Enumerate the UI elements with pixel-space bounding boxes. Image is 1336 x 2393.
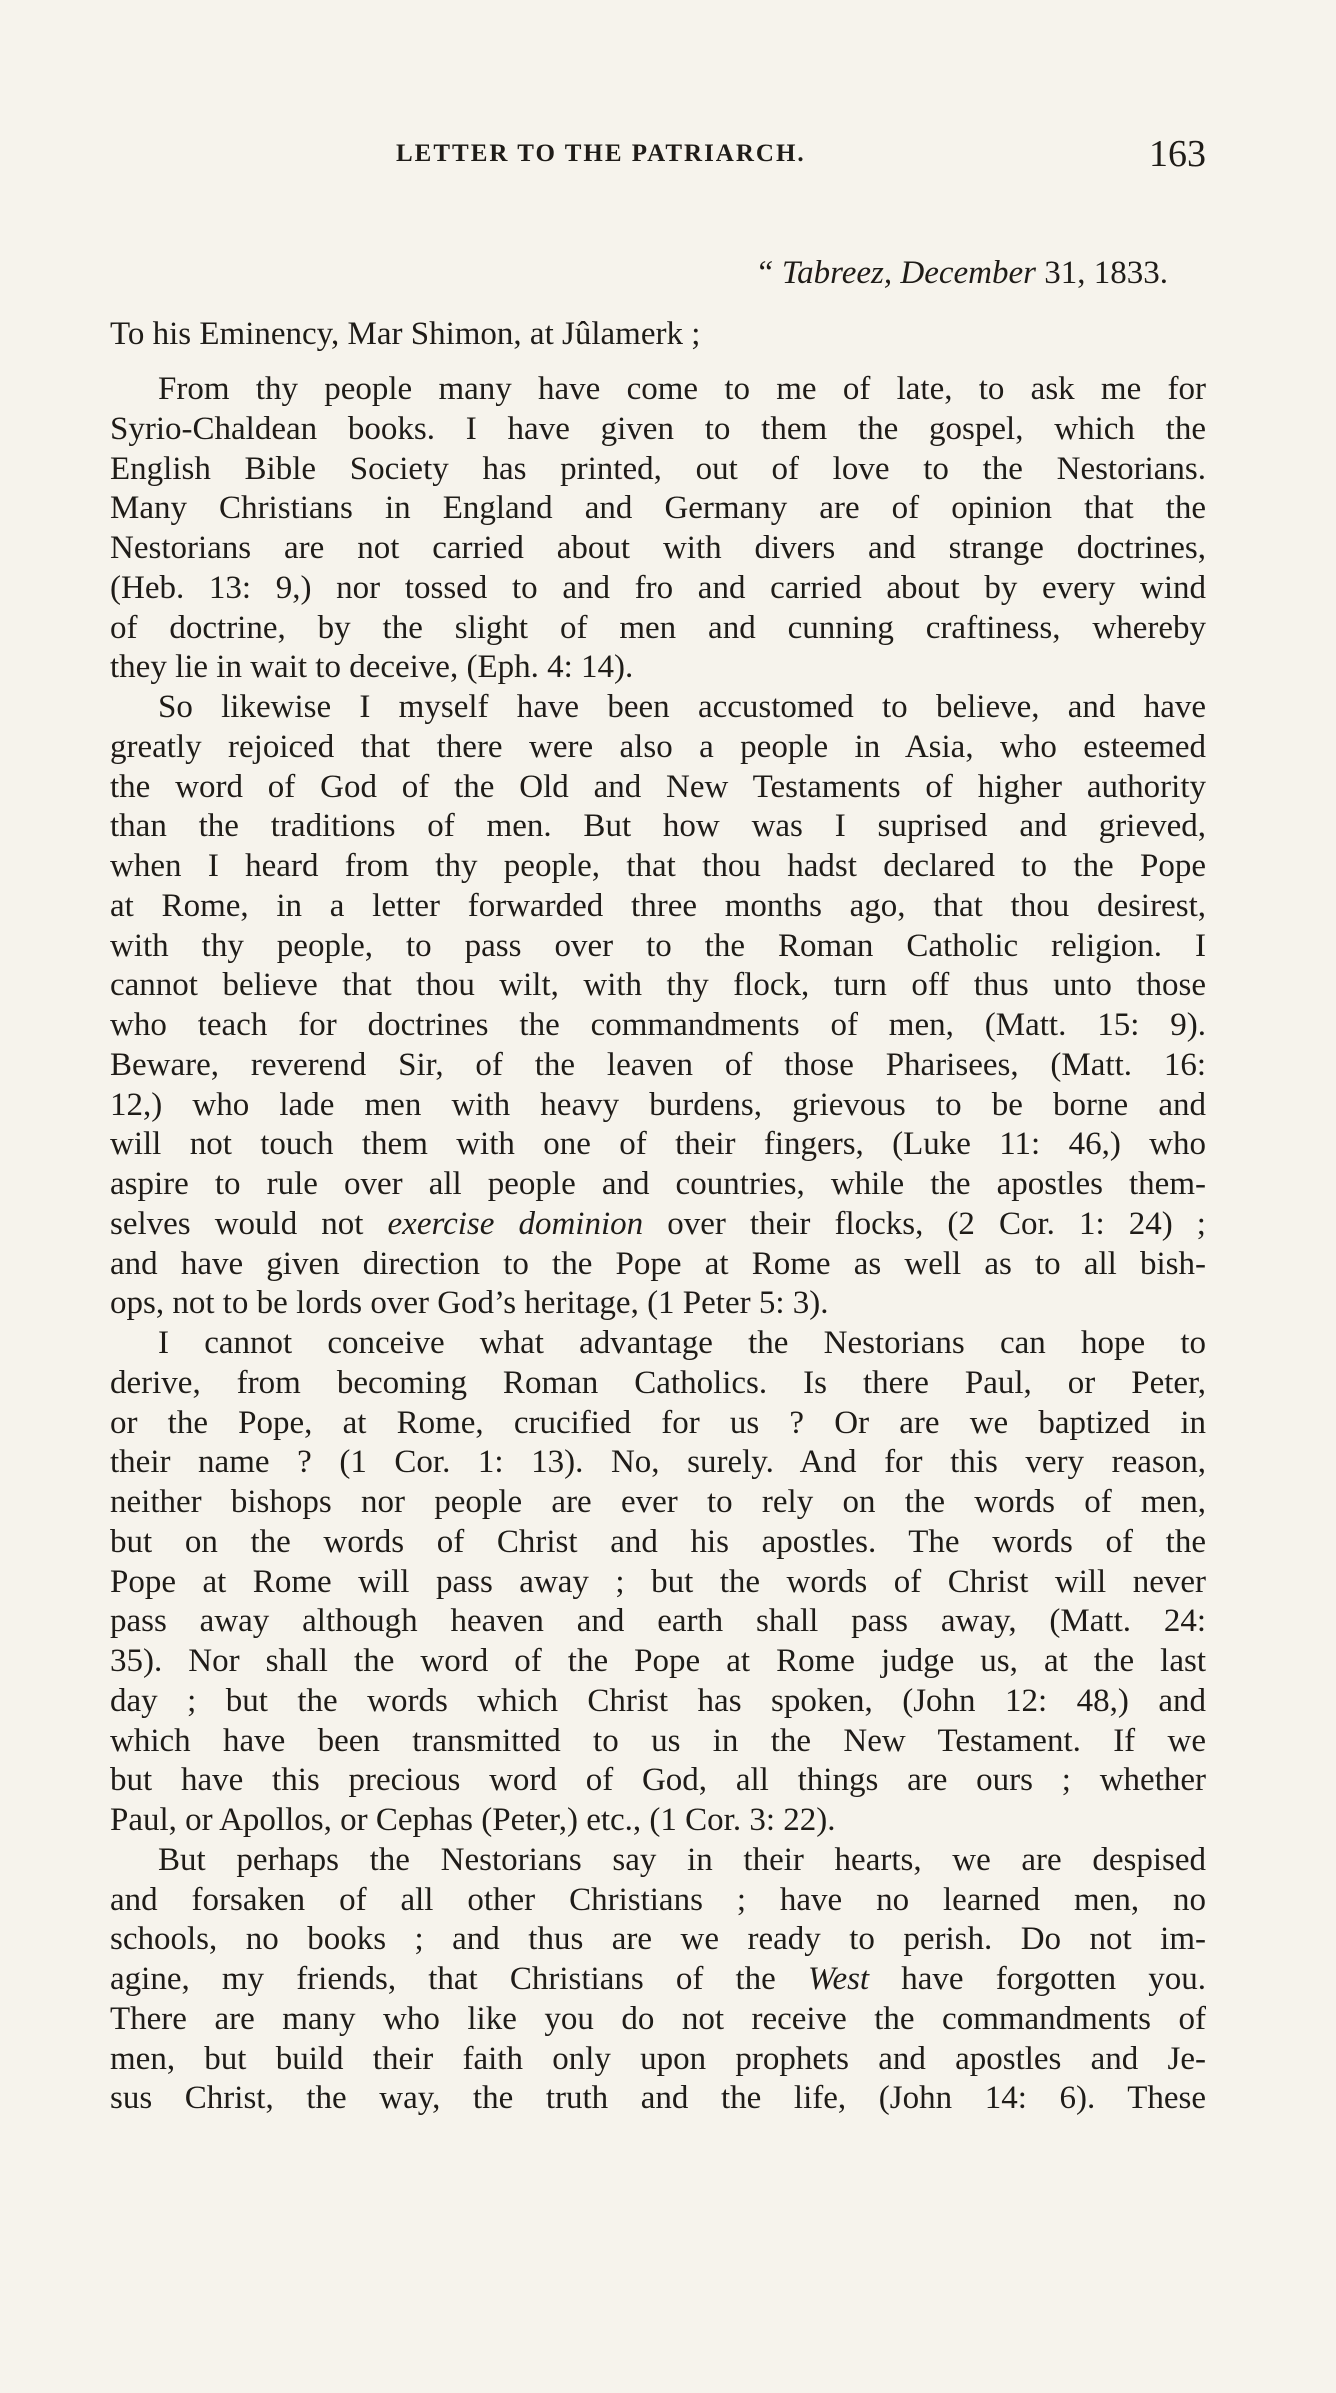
text-line: From thy people many have come to me of late, to ask me for (158, 371, 1206, 407)
running-title: LETTER TO THE PATRIARCH. (396, 140, 806, 167)
text-line: greatly rejoiced that there were also a people in Asia, who esteemed (110, 728, 1206, 765)
text-line: Beware, reverend Sir, of the leaven of those Pharisees, (Matt. 16: (110, 1046, 1206, 1083)
text-line: schools, no books ; and thus are we ready to perish. Do not im- (110, 1921, 1206, 1958)
text-line: will not touch them with one of their fingers, (Luke 11: 46,) who (110, 1126, 1206, 1163)
text-line: when I heard from thy people, that thou hadst declared to the Pope (110, 848, 1206, 884)
text-line: cannot believe that thou wilt, with thy flock, turn off thus unto those (110, 967, 1206, 1004)
text-line: derive, from becoming Roman Catholics. Is there Paul, or Peter, (110, 1364, 1206, 1401)
text-line: Syrio-Chaldean books. I have given to them the gospel, which the (110, 410, 1206, 447)
text-line: and have given direction to the Pope at Rome as well as to all bish- (110, 1245, 1206, 1282)
text-line: Paul, or Apollos, or Cephas (Peter,) etc., (1 Cor. 3: 22). (110, 1802, 836, 1838)
text-line: and forsaken of all other Christians ; have no learned men, no (110, 1881, 1206, 1918)
text-line: (Heb. 13: 9,) nor tossed to and fro and carried about by every wind (110, 569, 1206, 606)
text-line: But perhaps the Nestorians say in their hearts, we are despised (158, 1841, 1206, 1878)
text-line: agine, my friends, that Christians of the West have forgotten you. (110, 1961, 1206, 1997)
dateline-place: “ Tabreez, December (755, 255, 1036, 291)
text-line: they lie in wait to deceive, (Eph. 4: 14). (110, 649, 634, 686)
text-line: sus Christ, the way, the truth and the life, (John 14: 6). These (110, 2080, 1206, 2117)
text-line: Nestorians are not carried about with divers and strange doctrines, (110, 530, 1206, 566)
text-line: or the Pope, at Rome, crucified for us ? Or are we baptized in (110, 1404, 1206, 1441)
text-line: but have this precious word of God, all things are ours ; whether (110, 1762, 1206, 1799)
text-line: of doctrine, by the slight of men and cunning craftiness, whereby (110, 609, 1206, 646)
letter-dateline (755, 255, 1168, 292)
text-line: than the traditions of men. But how was I suprised and grieved, (110, 808, 1206, 845)
text-line: So likewise I myself have been accustomed to believe, and have (158, 689, 1206, 725)
text-line: which have been transmitted to us in the New Testament. If we (110, 1722, 1206, 1759)
text-line: at Rome, in a letter forwarded three months ago, that thou desirest, (110, 887, 1206, 924)
page-number: 163 (1149, 133, 1206, 175)
text-line: day ; but the words which Christ has spoken, (John 12: 48,) and (110, 1682, 1206, 1719)
text-line: neither bishops nor people are ever to rely on the words of men, (110, 1484, 1206, 1520)
text-line: men, but build their faith only upon prophets and apostles and Je- (110, 2040, 1206, 2077)
text-line: the word of God of the Old and New Testaments of higher authority (110, 768, 1206, 805)
text-line: 12,) who lade men with heavy burdens, grievous to be borne and (110, 1086, 1206, 1123)
text-line: I cannot conceive what advantage the Nestorians can hope to (158, 1325, 1206, 1361)
text-line: their name ? (1 Cor. 1: 13). No, surely. And for this very reason, (110, 1444, 1206, 1481)
text-line: selves would not exercise dominion over their flocks, (2 Cor. 1: 24) ; (110, 1205, 1206, 1242)
text-line: There are many who like you do not receive the commandments of (110, 2000, 1206, 2037)
text-line: Many Christians in England and Germany are of opinion that the (110, 490, 1206, 527)
text-line: who teach for doctrines the commandments of men, (Matt. 15: 9). (110, 1007, 1206, 1043)
text-line: with thy people, to pass over to the Roman Catholic religion. I (110, 927, 1206, 964)
text-line: Pope at Rome will pass away ; but the words of Christ will never (110, 1563, 1206, 1600)
running-head (110, 132, 1206, 182)
text-line: but on the words of Christ and his apostles. The words of the (110, 1523, 1206, 1560)
text-line: ops, not to be lords over God’s heritage, (1 Peter 5: 3). (110, 1285, 829, 1322)
text-line: aspire to rule over all people and countries, while the apostles them- (110, 1166, 1206, 1202)
dateline-date: 31, 1833. (1044, 255, 1168, 291)
text-line: English Bible Society has printed, out of love to the Nestorians. (110, 450, 1206, 487)
letter-body (110, 370, 1206, 2119)
text-line: pass away although heaven and earth shall pass away, (Matt. 24: (110, 1603, 1206, 1640)
letter-salutation: To his Eminency, Mar Shimon, at Jûlamerk ; (110, 316, 701, 352)
text-line: 35). Nor shall the word of the Pope at Rome judge us, at the last (110, 1643, 1206, 1679)
